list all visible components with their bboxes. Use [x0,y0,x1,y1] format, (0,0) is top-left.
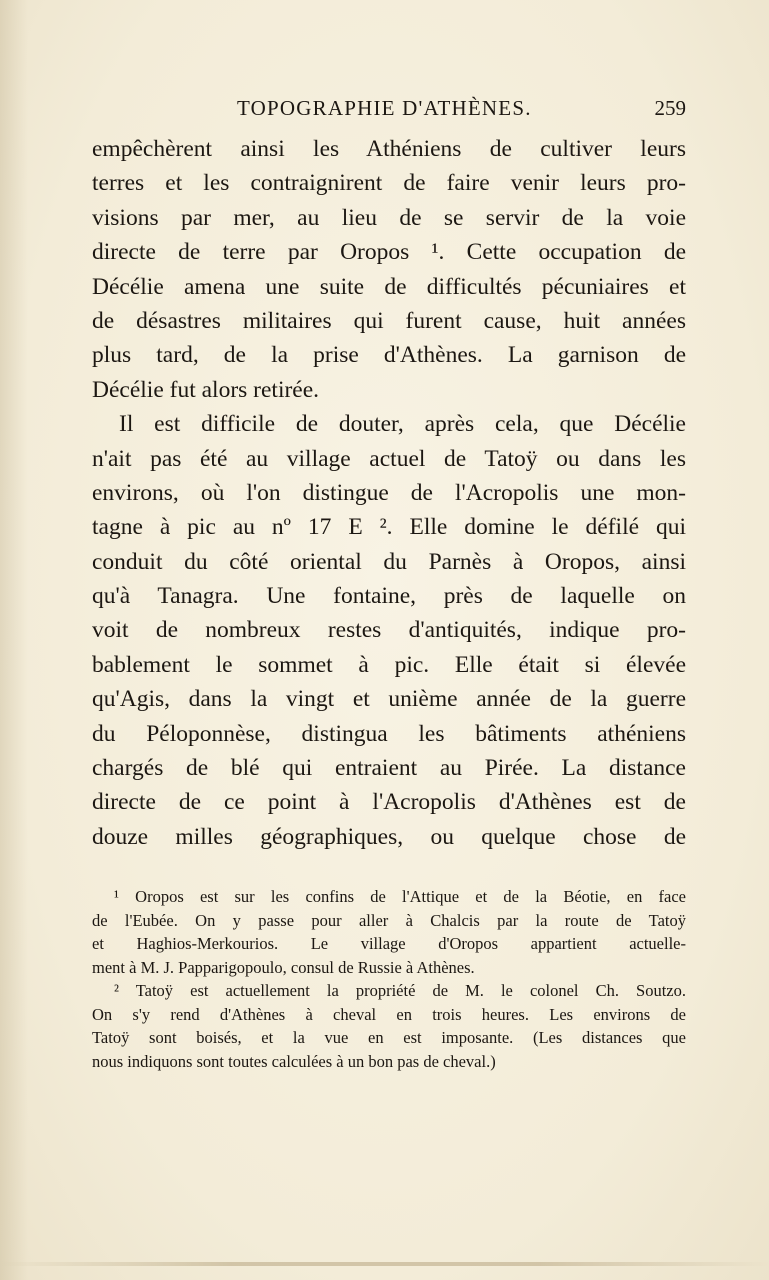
footnote-line: et Haghios-Merkourios. Le village d'Oropos appartient actuelle- [92,934,686,953]
page-gutter-shadow [0,0,28,1280]
footnote-line: de l'Eubée. On y passe pour aller à Chalcis par la route de Tatoÿ [92,910,686,930]
footnote-line: Tatoÿ sont boisés, et la vue en est imposante. (Les distances que [92,1028,686,1047]
body-line: plus tard, de la prise d'Athènes. La garnison de [92,342,686,369]
footnote-line: ment à M. J. Papparigopoulo, consul de Russie à Athènes. [92,957,475,977]
body-line: directe de ce point à l'Acropolis d'Athènes est de [92,789,686,816]
body-line: empêchèrent ainsi les Athéniens de cultiver leurs [92,136,686,162]
footnote-line: ¹ Oropos est sur les confins de l'Attique et de la Béotie, en face [114,887,686,906]
page-number: 259 [654,96,686,120]
page-bottom-edge [0,1262,769,1266]
body-line: Décélie fut alors retirée. [92,376,320,403]
body-line: conduit du côté oriental du Parnès à Oropos, ainsi [92,548,686,575]
body-line: voit de nombreux restes d'antiquités, indique pro- [92,617,686,644]
body-line: terres et les contraignirent de faire venir leurs pro- [92,170,686,197]
body-line: chargés de blé qui entraient au Pirée. La distance [92,755,686,782]
running-title: TOPOGRAPHIE D'ATHÈNES. [237,96,532,120]
footnotes [92,885,686,1073]
body-line: de désastres militaires qui furent cause, huit années [92,307,686,334]
body-line: bablement le sommet à pic. Elle était si élevée [92,651,686,678]
body-text [92,132,686,854]
body-line: n'ait pas été au village actuel de Tatoÿ ou dans les [92,445,686,472]
footnote-line: ² Tatoÿ est actuellement la propriété de M. le colonel Ch. Soutzo. [114,981,686,1000]
body-line: visions par mer, au lieu de se servir de la voie [92,204,686,231]
body-line: directe de terre par Oropos ¹. Cette occupation de [92,239,686,266]
body-line: du Péloponnèse, distingua les bâtiments athéniens [92,720,686,747]
footnote-line: nous indiquons sont toutes calculées à un bon pas de cheval.) [92,1051,496,1071]
body-line: environs, où l'on distingue de l'Acropolis une mon- [92,479,686,506]
body-line: tagne à pic au nº 17 E ². Elle domine le défilé qui [92,514,686,541]
body-line: qu'à Tanagra. Une fontaine, près de laquelle on [92,583,686,610]
body-line: Il est difficile de douter, après cela, que Décélie [119,411,686,438]
body-line: qu'Agis, dans la vingt et unième année de la guerre [92,686,686,713]
body-line: douze milles géographiques, ou quelque chose de [92,823,686,850]
footnote-line: On s'y rend d'Athènes à cheval en trois heures. Les environs de [92,1004,686,1024]
running-head [92,96,686,124]
body-line: Décélie amena une suite de difficultés pécuniaires et [92,273,686,300]
